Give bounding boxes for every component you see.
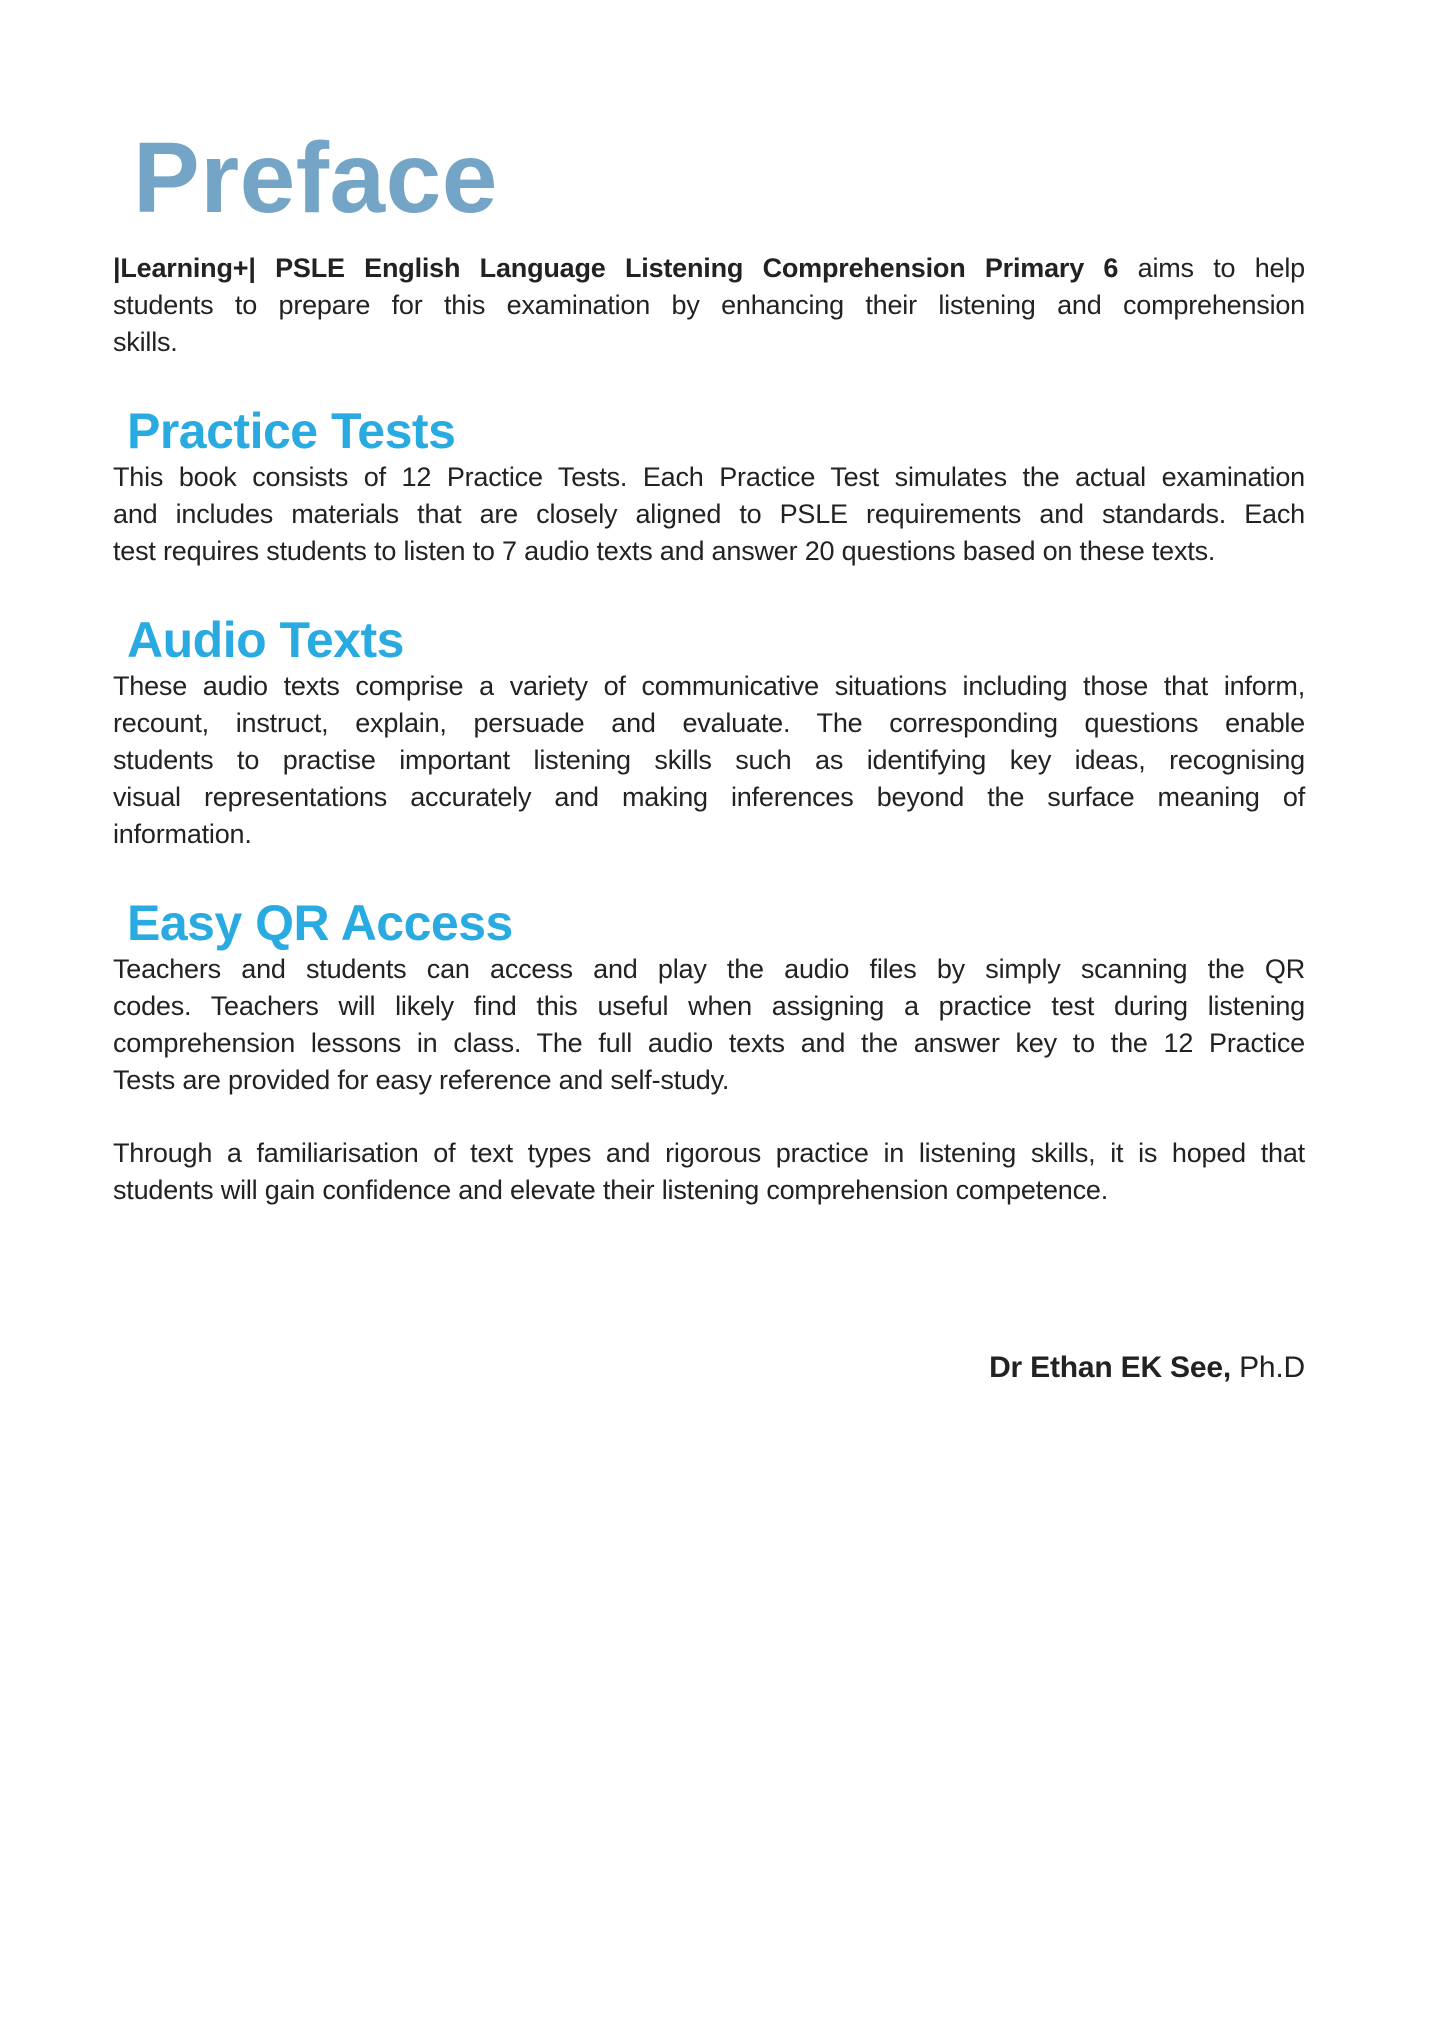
easy-qr-access-paragraph <box>113 951 1305 1099</box>
paragraph-line: students will gain confidence and elevate their listening comprehension competence. <box>113 1175 1109 1205</box>
intro-paragraph <box>113 250 1305 361</box>
paragraph-line: Through a familiarisation of text types and rigorous practice in listening skills, it is hoped that <box>113 1138 1305 1168</box>
page-title: Preface <box>133 122 498 234</box>
closing-paragraph <box>113 1135 1305 1209</box>
audio-texts-paragraph <box>113 668 1305 853</box>
author-signature <box>113 1348 1305 1388</box>
paragraph-line: codes. Teachers will likely find this useful when assigning a practice test during listening <box>113 991 1305 1021</box>
paragraph-line: This book consists of 12 Practice Tests. Each Practice Test simulates the actual examination <box>113 462 1305 492</box>
paragraph-line: comprehension lessons in class. The full audio texts and the answer key to the 12 Practice <box>113 1028 1305 1058</box>
paragraph-line <box>113 250 1305 287</box>
paragraph-line: test requires students to listen to 7 audio texts and answer 20 questions based on these texts. <box>113 536 1216 566</box>
paragraph-line: skills. <box>113 327 178 357</box>
section-heading-audio-texts: Audio Texts <box>127 612 404 668</box>
paragraph-line: Tests are provided for easy reference and self-study. <box>113 1065 730 1095</box>
intro-lead-rest: aims to help <box>1118 253 1305 283</box>
paragraph-line: visual representations accurately and making inferences beyond the surface meaning of <box>113 782 1305 812</box>
paragraph-line: students to practise important listening skills such as identifying key ideas, recognising <box>113 745 1305 775</box>
page-content <box>113 0 1305 1418</box>
section-heading-practice-tests: Practice Tests <box>127 403 456 459</box>
paragraph-line: students to prepare for this examination by enhancing their listening and comprehension <box>113 290 1305 320</box>
signature-name: Dr Ethan EK See, <box>989 1351 1231 1384</box>
paragraph-line: information. <box>113 819 252 849</box>
paragraph-line: These audio texts comprise a variety of communicative situations including those that inform, <box>113 671 1305 701</box>
practice-tests-paragraph <box>113 459 1305 570</box>
book-title-bold: |Learning+| PSLE English Language Listening Comprehension Primary 6 <box>113 253 1119 283</box>
paragraph-line: recount, instruct, explain, persuade and evaluate. The corresponding questions enable <box>113 708 1305 738</box>
paragraph-line: and includes materials that are closely aligned to PSLE requirements and standards. Each <box>113 499 1305 529</box>
paragraph-line: Teachers and students can access and play the audio files by simply scanning the QR <box>113 954 1305 984</box>
section-heading-easy-qr-access: Easy QR Access <box>127 895 513 951</box>
signature-credential: Ph.D <box>1230 1351 1305 1384</box>
